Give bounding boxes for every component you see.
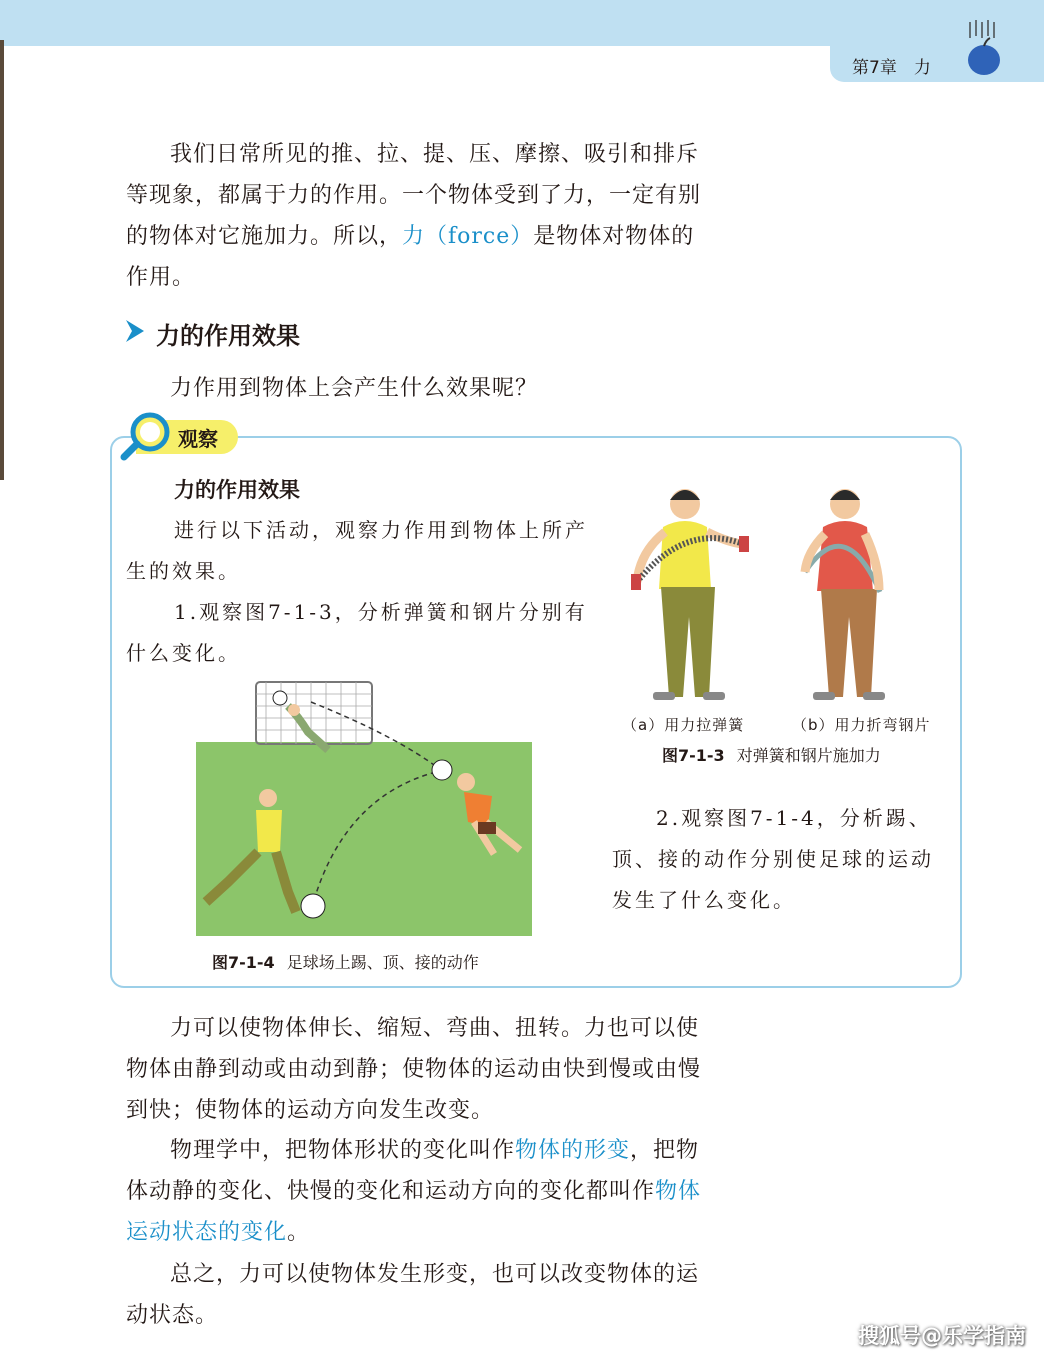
page-edge [0,40,4,480]
section-title: 力的作用效果 [156,322,300,350]
activity-step-2: 2.观察图7-1-4，分析踢、顶、接的动作分别使足球的运动发生了什么变化。 [612,806,934,912]
force-term: 力（force） [402,224,534,249]
figure-soccer-illustration [196,676,536,938]
watermark: 搜狐号@乐学指南 [858,1324,1026,1348]
summary-paragraph: 总之，力可以使物体发生形变，也可以改变物体的运动状态。 [126,1262,700,1328]
header-band [0,0,1044,46]
figure-spring-steel-illustration [615,482,950,708]
boy-bending-steel [805,489,885,700]
definition-text-b: ，把物体动静的变化、快慢的变化和运动方向的变化都叫作 [126,1138,700,1204]
definition-text-a: 物理学中，把物体形状的变化叫作 [170,1138,516,1163]
intro-text: 我们日常所见的推、拉、提、压、摩擦、吸引和排斥等现象，都属于力的作用。一个物体受到了力，一定有别的物体对它施加力。所以， [126,142,702,249]
deformation-term: 物体的形变 [515,1138,631,1163]
figure-3-subcaption-b: （b）用力折弯钢片 [792,716,931,734]
observation-label: 观察 [178,427,218,451]
figure-3-subcaption-a: （a）用力拉弹簧 [622,716,745,734]
intro-text-end: 是物体对物体的作用。 [126,224,695,290]
intro-paragraph [126,134,706,298]
definition-text-c: 。 [287,1220,311,1245]
figure-3-caption [662,743,881,766]
magnifier-icon [118,410,174,462]
question-paragraph: 力作用到物体上会产生什么效果呢？ [170,376,539,401]
activity-intro: 进行以下活动，观察力作用到物体上所产生的效果。 [126,518,588,583]
activity-title: 力的作用效果 [174,478,300,502]
figure-3-caption-text: 对弹簧和钢片施加力 [736,746,881,765]
figure-4-caption [212,950,479,973]
apple-icon [962,18,1006,80]
definition-paragraph [126,1130,706,1253]
activity-step-1: 1.观察图7-1-3，分析弹簧和钢片分别有什么变化。 [126,600,588,665]
section-arrow-icon [124,318,146,344]
figure-3-number: 图7-1-3 [662,746,725,765]
figure-4-number: 图7-1-4 [212,953,275,972]
boy-pulling-spring [631,489,749,700]
figure-4-caption-text: 足球场上踢、顶、接的动作 [286,953,479,972]
chapter-heading: 第7章 力 [852,58,931,78]
motion-state-term: 物体运动状态的变化 [126,1179,702,1245]
effects-paragraph: 力可以使物体伸长、缩短、弯曲、扭转。力也可以使物体由静到动或由动到静；使物体的运动由快到慢或由慢到快；使物体的运动方向发生改变。 [126,1016,702,1123]
